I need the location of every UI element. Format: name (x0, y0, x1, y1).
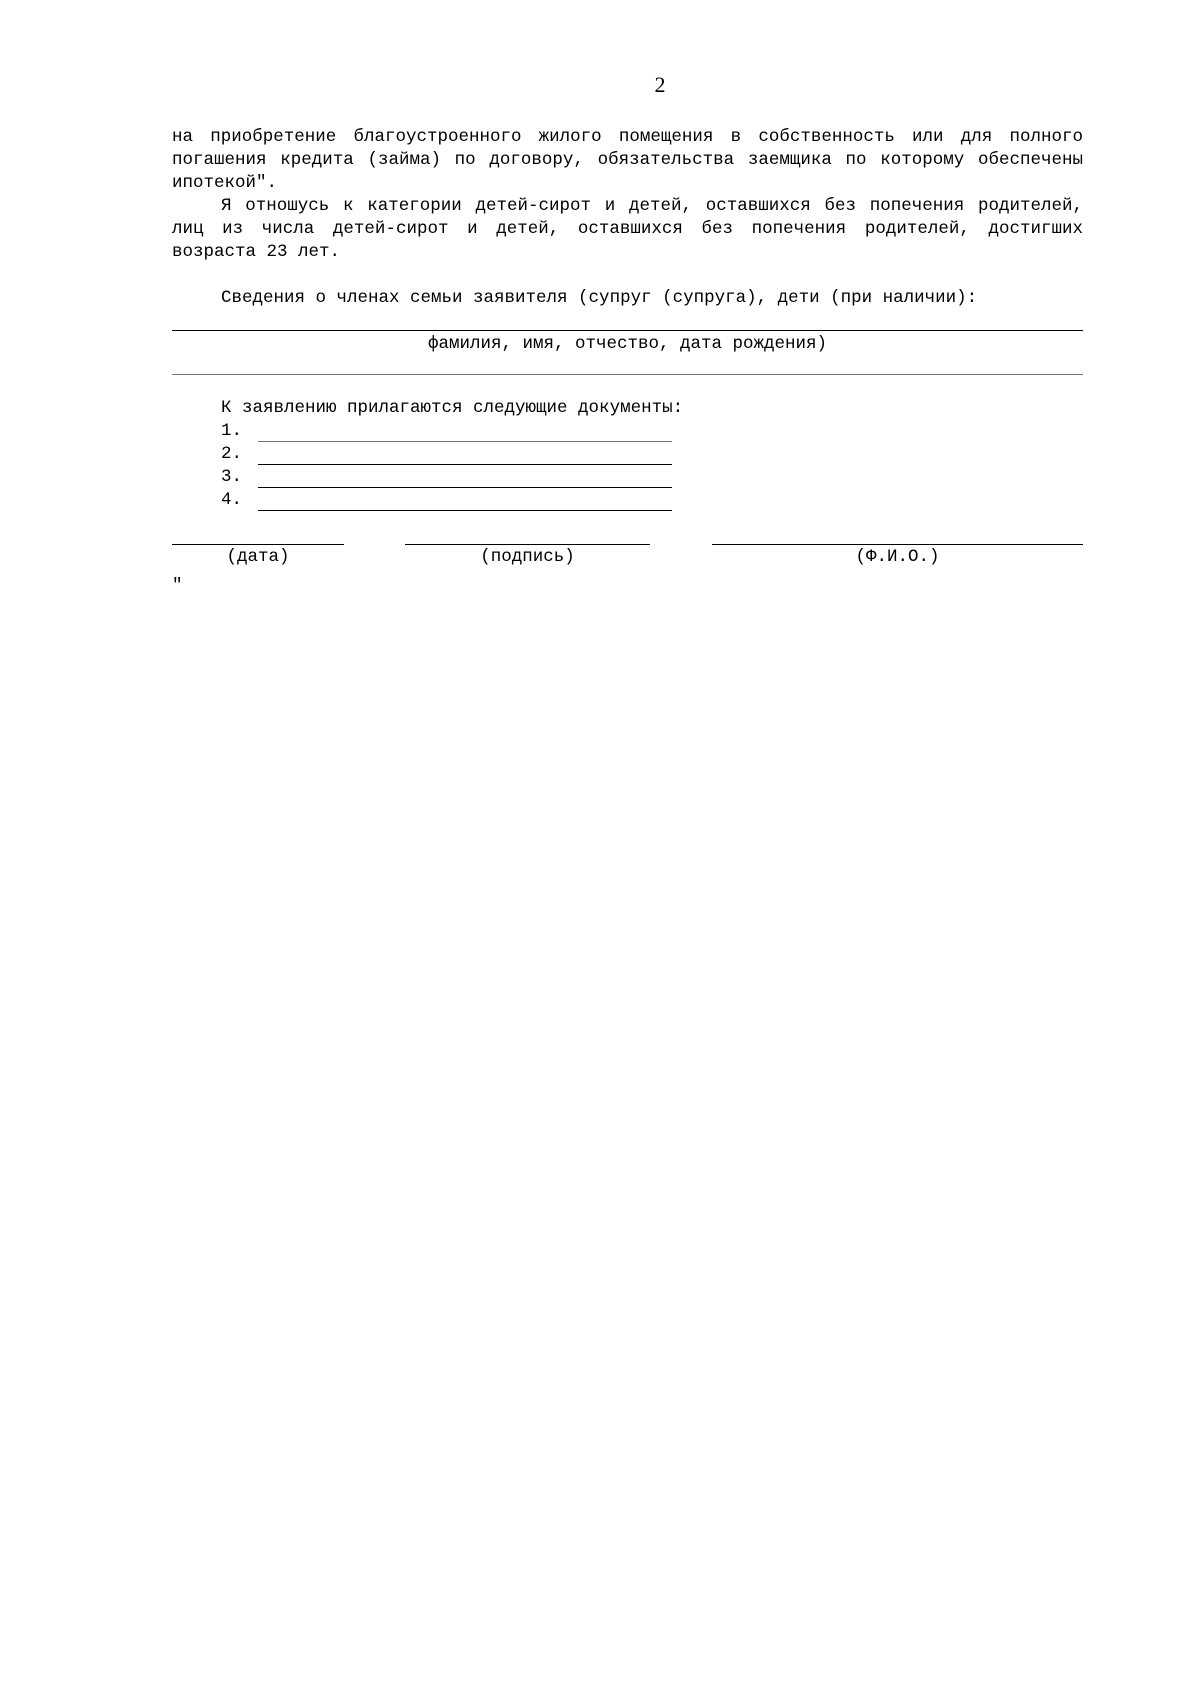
closing-quote: " (172, 576, 183, 596)
signature-field-line[interactable] (405, 544, 650, 545)
date-field-line[interactable] (172, 544, 344, 545)
document-item (221, 443, 1083, 466)
document-item-number: 3. (221, 467, 243, 487)
attached-documents-heading: К заявлению прилагаются следующие документы: (221, 398, 684, 418)
document-item (221, 489, 1083, 512)
attached-documents-section (172, 397, 1083, 512)
full-name-caption: (Ф.И.О.) (855, 547, 940, 567)
family-members-caption: фамилия, имя, отчество, дата рождения) (427, 334, 828, 354)
document-item-field[interactable] (258, 507, 672, 511)
spacer (172, 264, 1083, 287)
document-item-field[interactable] (258, 438, 672, 442)
document-item-number: 4. (221, 490, 243, 510)
paragraph-orphan-category: Я отношусь к категории детей-сирот и детей, оставшихся без попечения родителей, лиц из числа детей-сирот и детей, оставшихся без попечения родителей, достигших возраста 23 лет. (172, 196, 1083, 262)
document-item-number: 2. (221, 444, 243, 464)
spacer (172, 356, 1083, 374)
signature-caption: (подпись) (480, 547, 575, 567)
spacer (172, 375, 1083, 397)
document-body (172, 126, 1083, 596)
document-item-field[interactable] (258, 461, 672, 465)
document-item (221, 466, 1083, 489)
document-item-field[interactable] (258, 484, 672, 488)
document-item-number: 1. (221, 421, 243, 441)
document-item (221, 420, 1083, 443)
spacer (172, 310, 1083, 330)
paragraph-purchase-purpose: на приобретение благоустроенного жилого помещения в собственность или для полного погашения кредита (займа) по договору, обязательства заемщика по которому обеспечены ипотекой". (172, 127, 1083, 193)
signature-block (172, 544, 1083, 596)
full-name-field-line[interactable] (712, 544, 1083, 545)
page-number: 2 (654, 72, 666, 97)
family-members-field-line[interactable] (172, 330, 1083, 331)
date-caption: (дата) (226, 547, 290, 567)
paragraph-family-members: Сведения о членах семьи заявителя (супруг (супруга), дети (при наличии): (221, 288, 978, 308)
